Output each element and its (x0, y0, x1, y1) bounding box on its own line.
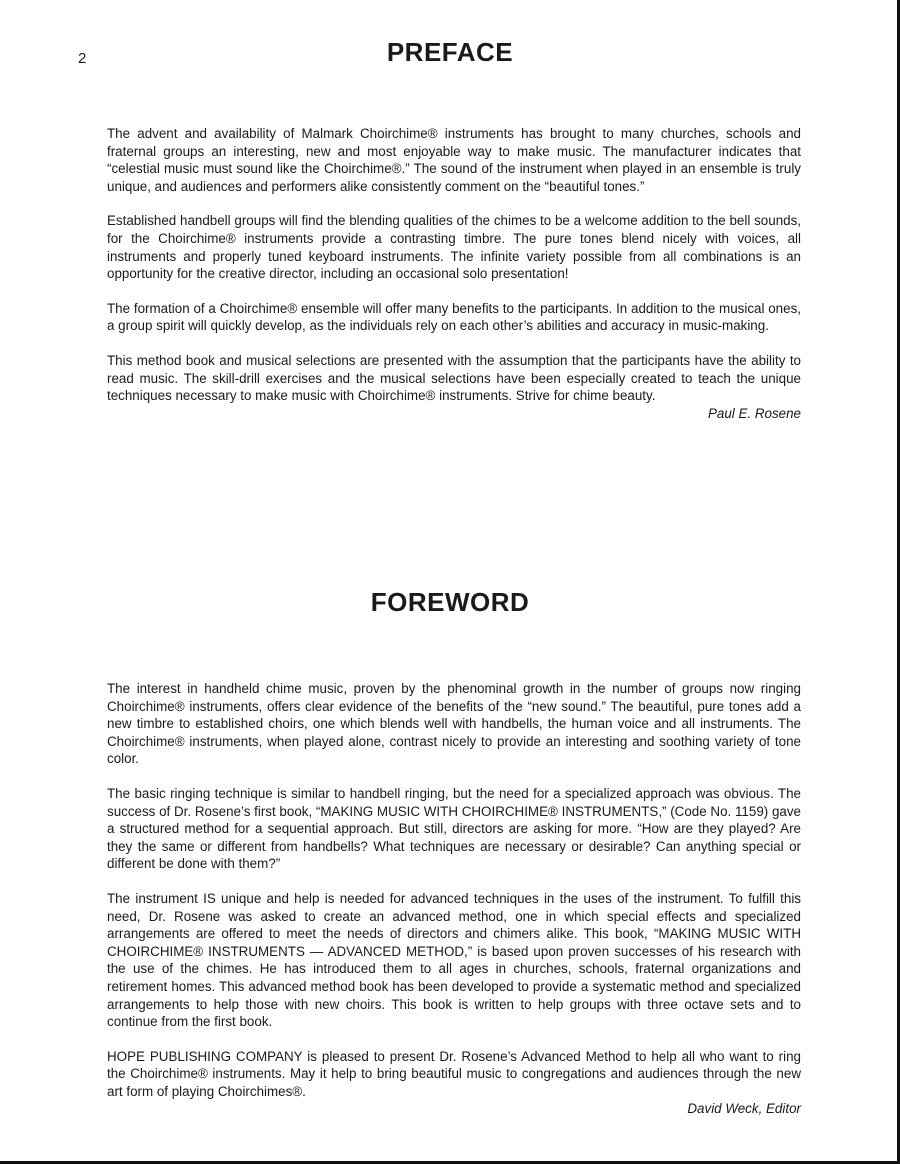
preface-paragraph: The advent and availability of Malmark Choirchime® instruments has brought to many churches, schools and fraternal groups an interesting, new and most enjoyable way to make music. The manufacturer indicates that “celestial music must sound like the Choirchime®.” The sound of the instrument when played in an ensemble is truly unique, and audiences and performers alike consistently comment on the “beautiful tones.” (107, 126, 801, 194)
page-number: 2 (78, 50, 87, 67)
preface-paragraph: This method book and musical selections are presented with the assumption that the participants have the ability to read music. The skill-drill exercises and the musical selections have been especially created to teach the unique techniques necessary to make music with Choirchime® instruments. Strive for chime beauty. (107, 352, 801, 404)
foreword-paragraph: The instrument IS unique and help is needed for advanced techniques in the uses of the instrument. To fulfill this need, Dr. Rosene was asked to create an advanced method, one in which special effects and specialized arrangements are offered to meet the needs of directors and chimers alike. This book, “MAKING MUSIC WITH CHOIRCHIME® INSTRUMENTS — ADVANCED METHOD,” is based upon proven successes of his research with the use of the chimes. He has introduced them to all ages in churches, schools, fraternal organizations and retirement homes. This advanced method book has been developed to provide a systematic method and specialized arrangements to help those with new choirs. This book is written to help groups with three octave sets and to continue from the first book. (107, 890, 801, 1030)
foreword-signature: David Weck, Editor (687, 1101, 801, 1117)
preface-body (107, 125, 801, 422)
preface-signature: Paul E. Rosene (707, 405, 801, 421)
preface-title: PREFACE (386, 37, 514, 67)
preface-paragraph: The formation of a Choirchime® ensemble will offer many benefits to the participants. In addition to the musical ones, a group spirit will quickly develop, as the individuals rely on each other’s abilities and accuracy in music-making. (107, 300, 801, 334)
foreword-paragraph: HOPE PUBLISHING COMPANY is pleased to present Dr. Rosene’s Advanced Method to help all who want to ring the Choirchime® instruments. May it help to bring beautiful music to congregations and audiences through the new art form of playing Choirchimes®. (107, 1048, 801, 1099)
foreword-title: FOREWORD (370, 587, 530, 617)
foreword-body (107, 680, 801, 1118)
foreword-paragraph: The basic ringing technique is similar to handbell ringing, but the need for a specialized approach was obvious. The success of Dr. Rosene’s first book, “MAKING MUSIC WITH CHOIRCHIME® INSTRUMENTS,” (Code No. 1159) gave a structured method for a sequential approach. But still, directors are asking for more. “How are they played? Are they the same or different from handbells? What techniques are necessary or desirable? Can anything special or different be done with them?” (107, 785, 801, 872)
preface-paragraph: Established handbell groups will find the blending qualities of the chimes to be a welcome addition to the bell sounds, for the Choirchime® instruments provide a contrasting timbre. The pure tones blend nicely with voices, all instruments and properly tuned keyboard instruments. The infinite variety possible from all combinations is an opportunity for the creative director, including an occasional solo presentation! (107, 213, 801, 282)
foreword-paragraph: The interest in handheld chime music, proven by the phenominal growth in the number of groups now ringing Choirchime® instruments, offers clear evidence of the benefits of the “new sound.” The beautiful, pure tones add a new timbre to established choirs, one which blends well with handbells, the human voice and all instruments. The Choirchime® instruments, when played alone, contrast nicely to provide an interesting and soothing variety of tone color. (107, 681, 801, 767)
